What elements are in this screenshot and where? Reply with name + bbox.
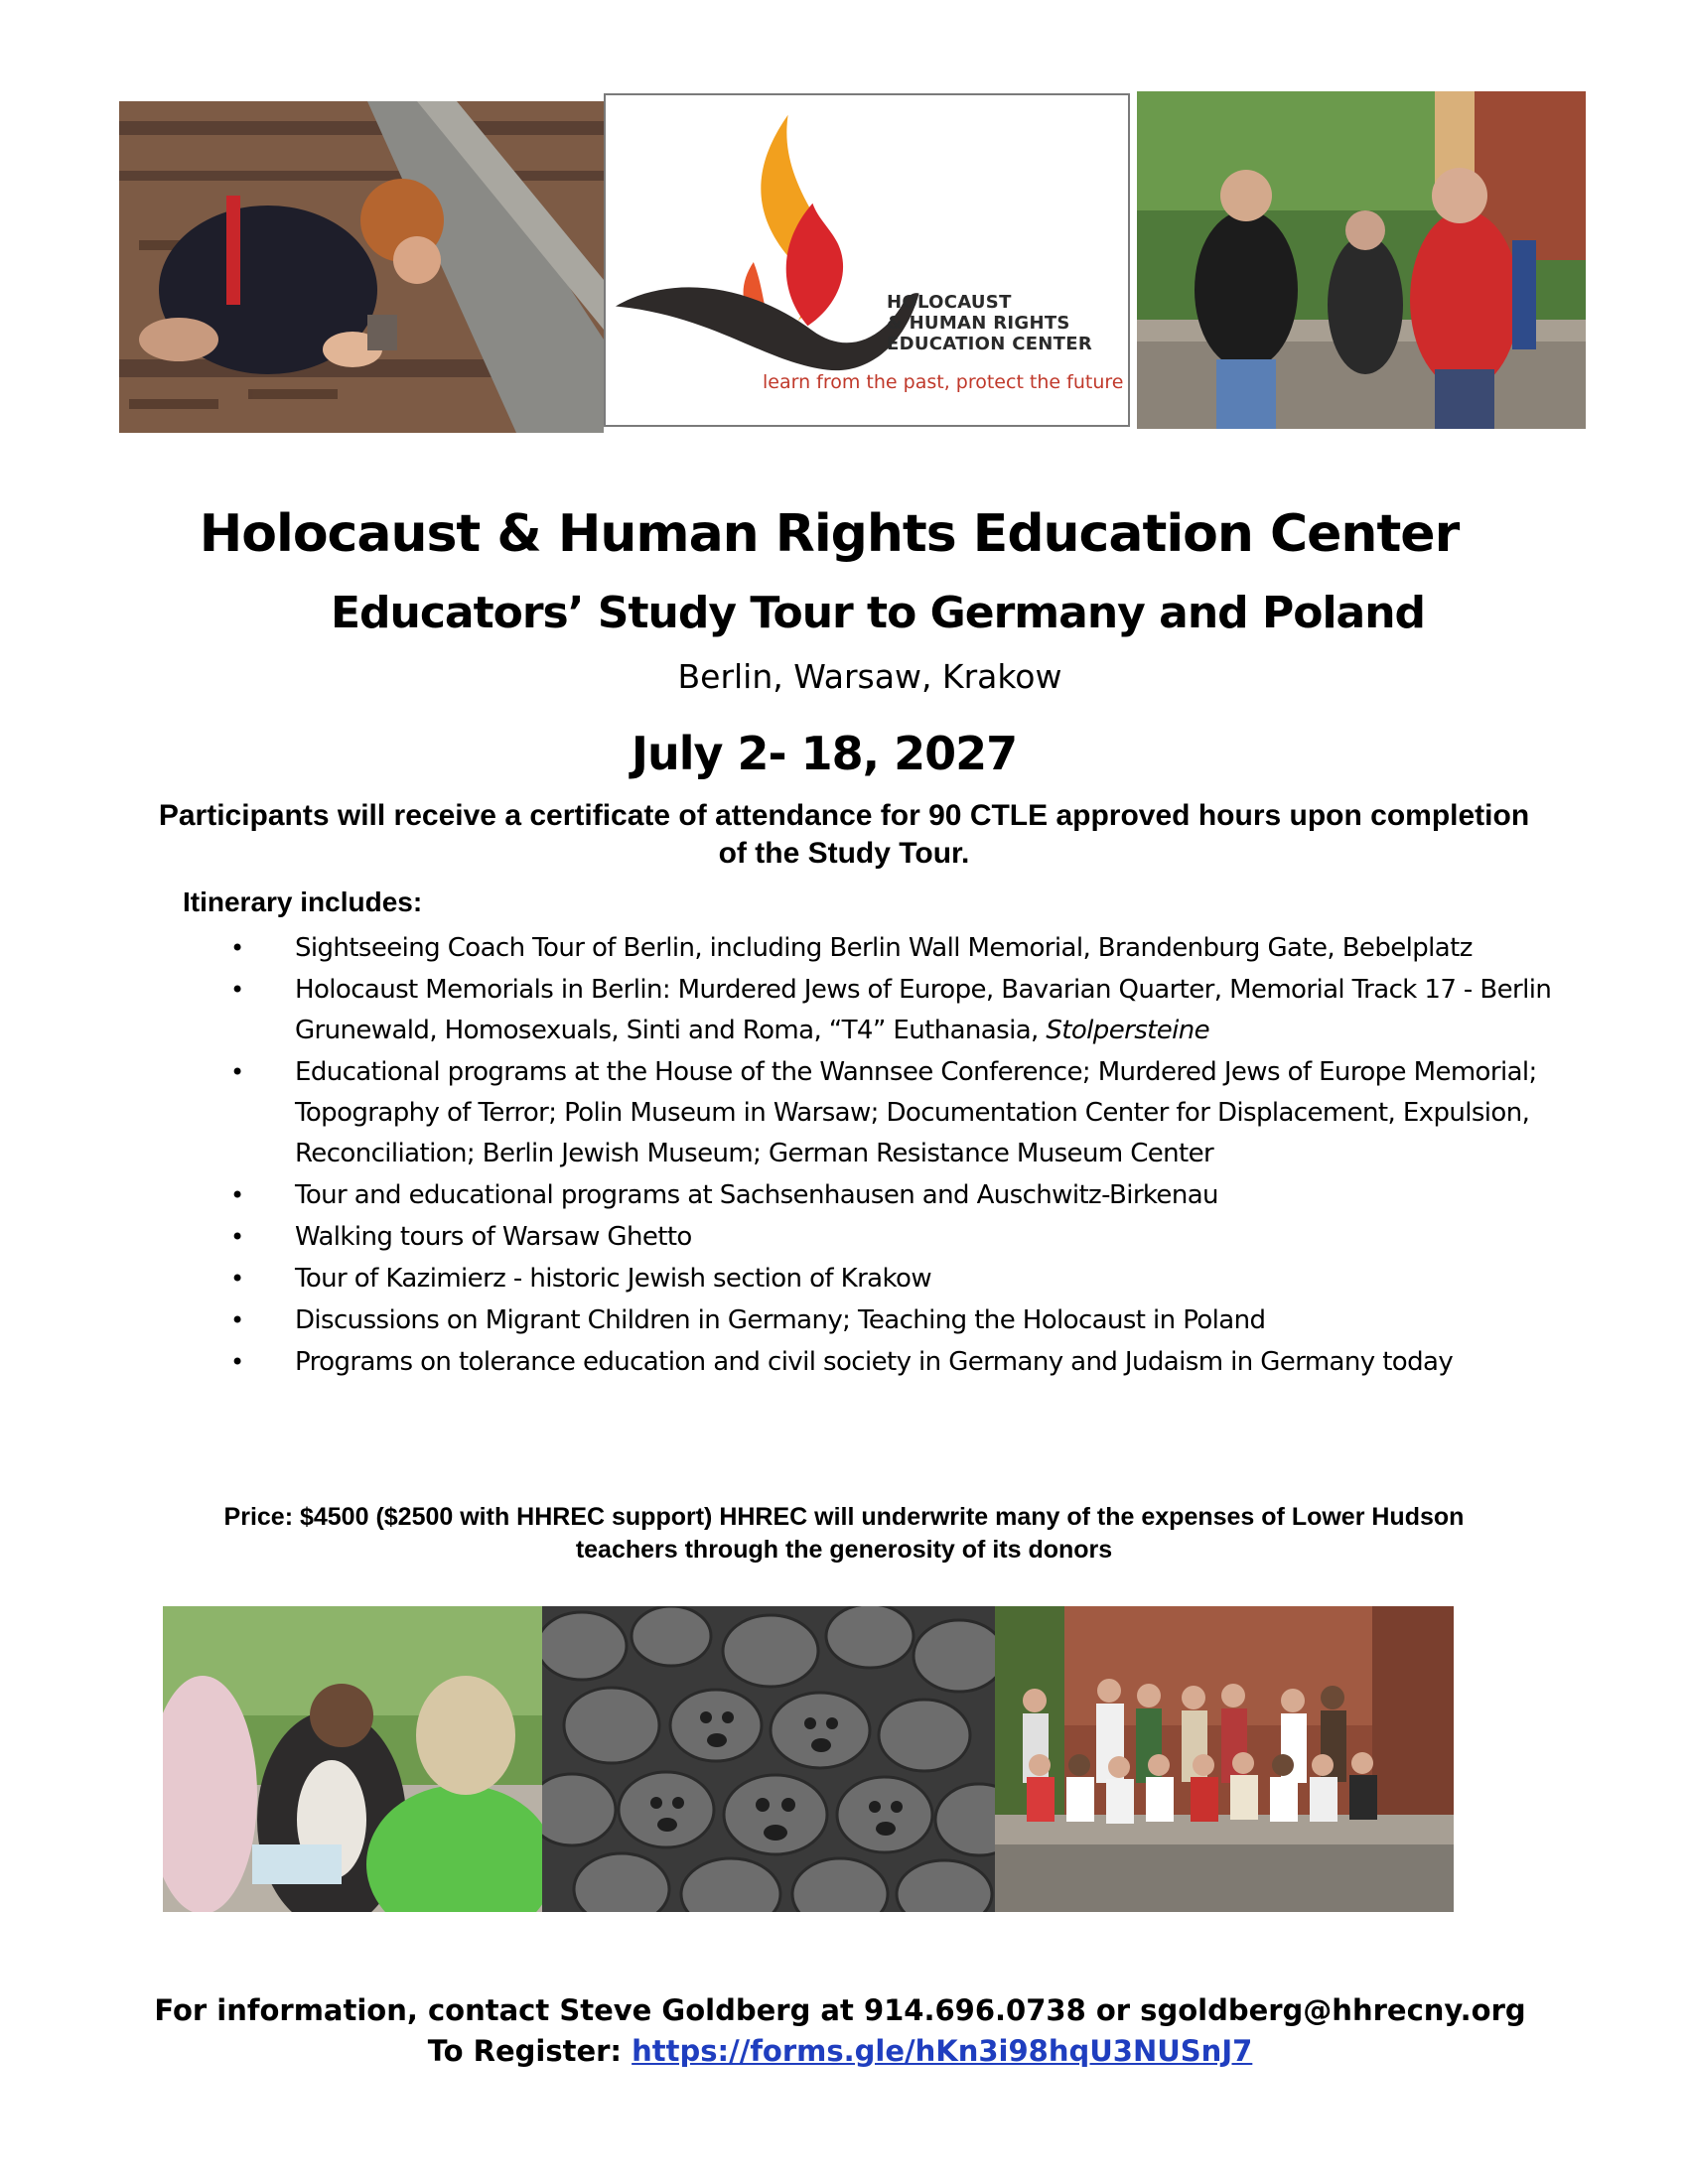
- itinerary-item-italic: Stolpersteine: [1046, 1016, 1210, 1045]
- bullet-icon: •: [230, 1223, 244, 1251]
- itinerary-item-text: Educational programs at the House of the Wannsee Conference; Murdered Jews of Europe Memorial; Topography of Terror; Polin Museum in Warsaw; Documentation Center for Displacement, Expulsion, Reconciliation; Berlin Jewish Museum; German Resistance Museum Center: [295, 1057, 1537, 1168]
- list-item: [230, 928, 1561, 969]
- itinerary-item-text: Holocaust Memorials in Berlin: Murdered Jews of Europe, Bavarian Quarter, Memorial Track 17 - Berlin Grunewald, Homosexuals, Sinti and Roma, “T4” Euthanasia,: [295, 975, 1552, 1045]
- bullet-icon: •: [230, 1348, 244, 1376]
- page-title: Holocaust & Human Rights Education Center: [199, 504, 1460, 564]
- logo-line-3: EDUCATION CENTER: [887, 334, 1093, 354]
- photo-participants-listening: [163, 1606, 542, 1912]
- bullet-icon: •: [230, 1265, 244, 1293]
- itinerary-item-text: Tour and educational programs at Sachsenhausen and Auschwitz-Birkenau: [295, 1180, 1218, 1210]
- logo-line-1: HOLOCAUST: [887, 292, 1012, 313]
- list-item: [230, 1175, 1561, 1216]
- certificate-note: Participants will receive a certificate of attendance for 90 CTLE approved hours upon completion of the Study Tour.: [158, 799, 1530, 870]
- list-item: [230, 1217, 1561, 1258]
- list-item: [230, 1052, 1561, 1174]
- list-item: [230, 1300, 1561, 1341]
- hhrec-logo: [604, 93, 1130, 427]
- itinerary-item-text: Tour of Kazimierz - historic Jewish section of Krakow: [295, 1264, 931, 1294]
- tour-cities: Berlin, Warsaw, Krakow: [677, 657, 1062, 696]
- list-item: [230, 970, 1561, 1051]
- list-item: [230, 1259, 1561, 1299]
- itinerary-item-text: Walking tours of Warsaw Ghetto: [295, 1222, 692, 1252]
- itinerary-heading: Itinerary includes:: [183, 887, 423, 917]
- itinerary-list: [230, 928, 1561, 1384]
- photo-woman-at-rail-track: [119, 101, 604, 433]
- tour-dates: July 2- 18, 2027: [631, 727, 1018, 780]
- list-item: [230, 1342, 1561, 1383]
- register-label: To Register:: [427, 2034, 623, 2068]
- register-link[interactable]: https://forms.gle/hKn3i98hqU3NUSnJ7: [632, 2034, 1253, 2068]
- itinerary-item-text: Discussions on Migrant Children in Germany; Teaching the Holocaust in Poland: [295, 1305, 1266, 1335]
- itinerary-item-text: Sightseeing Coach Tour of Berlin, including Berlin Wall Memorial, Brandenburg Gate, Bebelplatz: [295, 933, 1473, 963]
- register-line: [0, 2031, 1684, 2072]
- photo-group-portrait: [995, 1606, 1454, 1912]
- bullet-icon: •: [230, 1306, 244, 1334]
- logo-tagline: learn from the past, protect the future: [763, 371, 1124, 393]
- bullet-icon: •: [230, 1181, 244, 1209]
- photo-guide-with-group: [1137, 91, 1586, 429]
- contact-info: For information, contact Steve Goldberg at 914.696.0738 or sgoldberg@hhrecny.org: [154, 1993, 1526, 2027]
- bullet-icon: •: [230, 1058, 244, 1086]
- bullet-icon: •: [230, 976, 244, 1004]
- itinerary-item-text: Programs on tolerance education and civil society in Germany and Judaism in Germany today: [295, 1347, 1454, 1377]
- contact-block: [0, 1990, 1684, 2072]
- logo-line-2: & HUMAN RIGHTS: [887, 313, 1070, 334]
- page-subtitle: Educators’ Study Tour to Germany and Poland: [330, 588, 1426, 638]
- photo-fallen-leaves-faces: [542, 1606, 995, 1912]
- logo-text: [887, 292, 1092, 354]
- bullet-icon: •: [230, 934, 244, 962]
- price-note: Price: $4500 ($2500 with HHREC support) HHREC will underwrite many of the expenses of Lower Hudson teachers through the generosity of its donors: [223, 1503, 1465, 1564]
